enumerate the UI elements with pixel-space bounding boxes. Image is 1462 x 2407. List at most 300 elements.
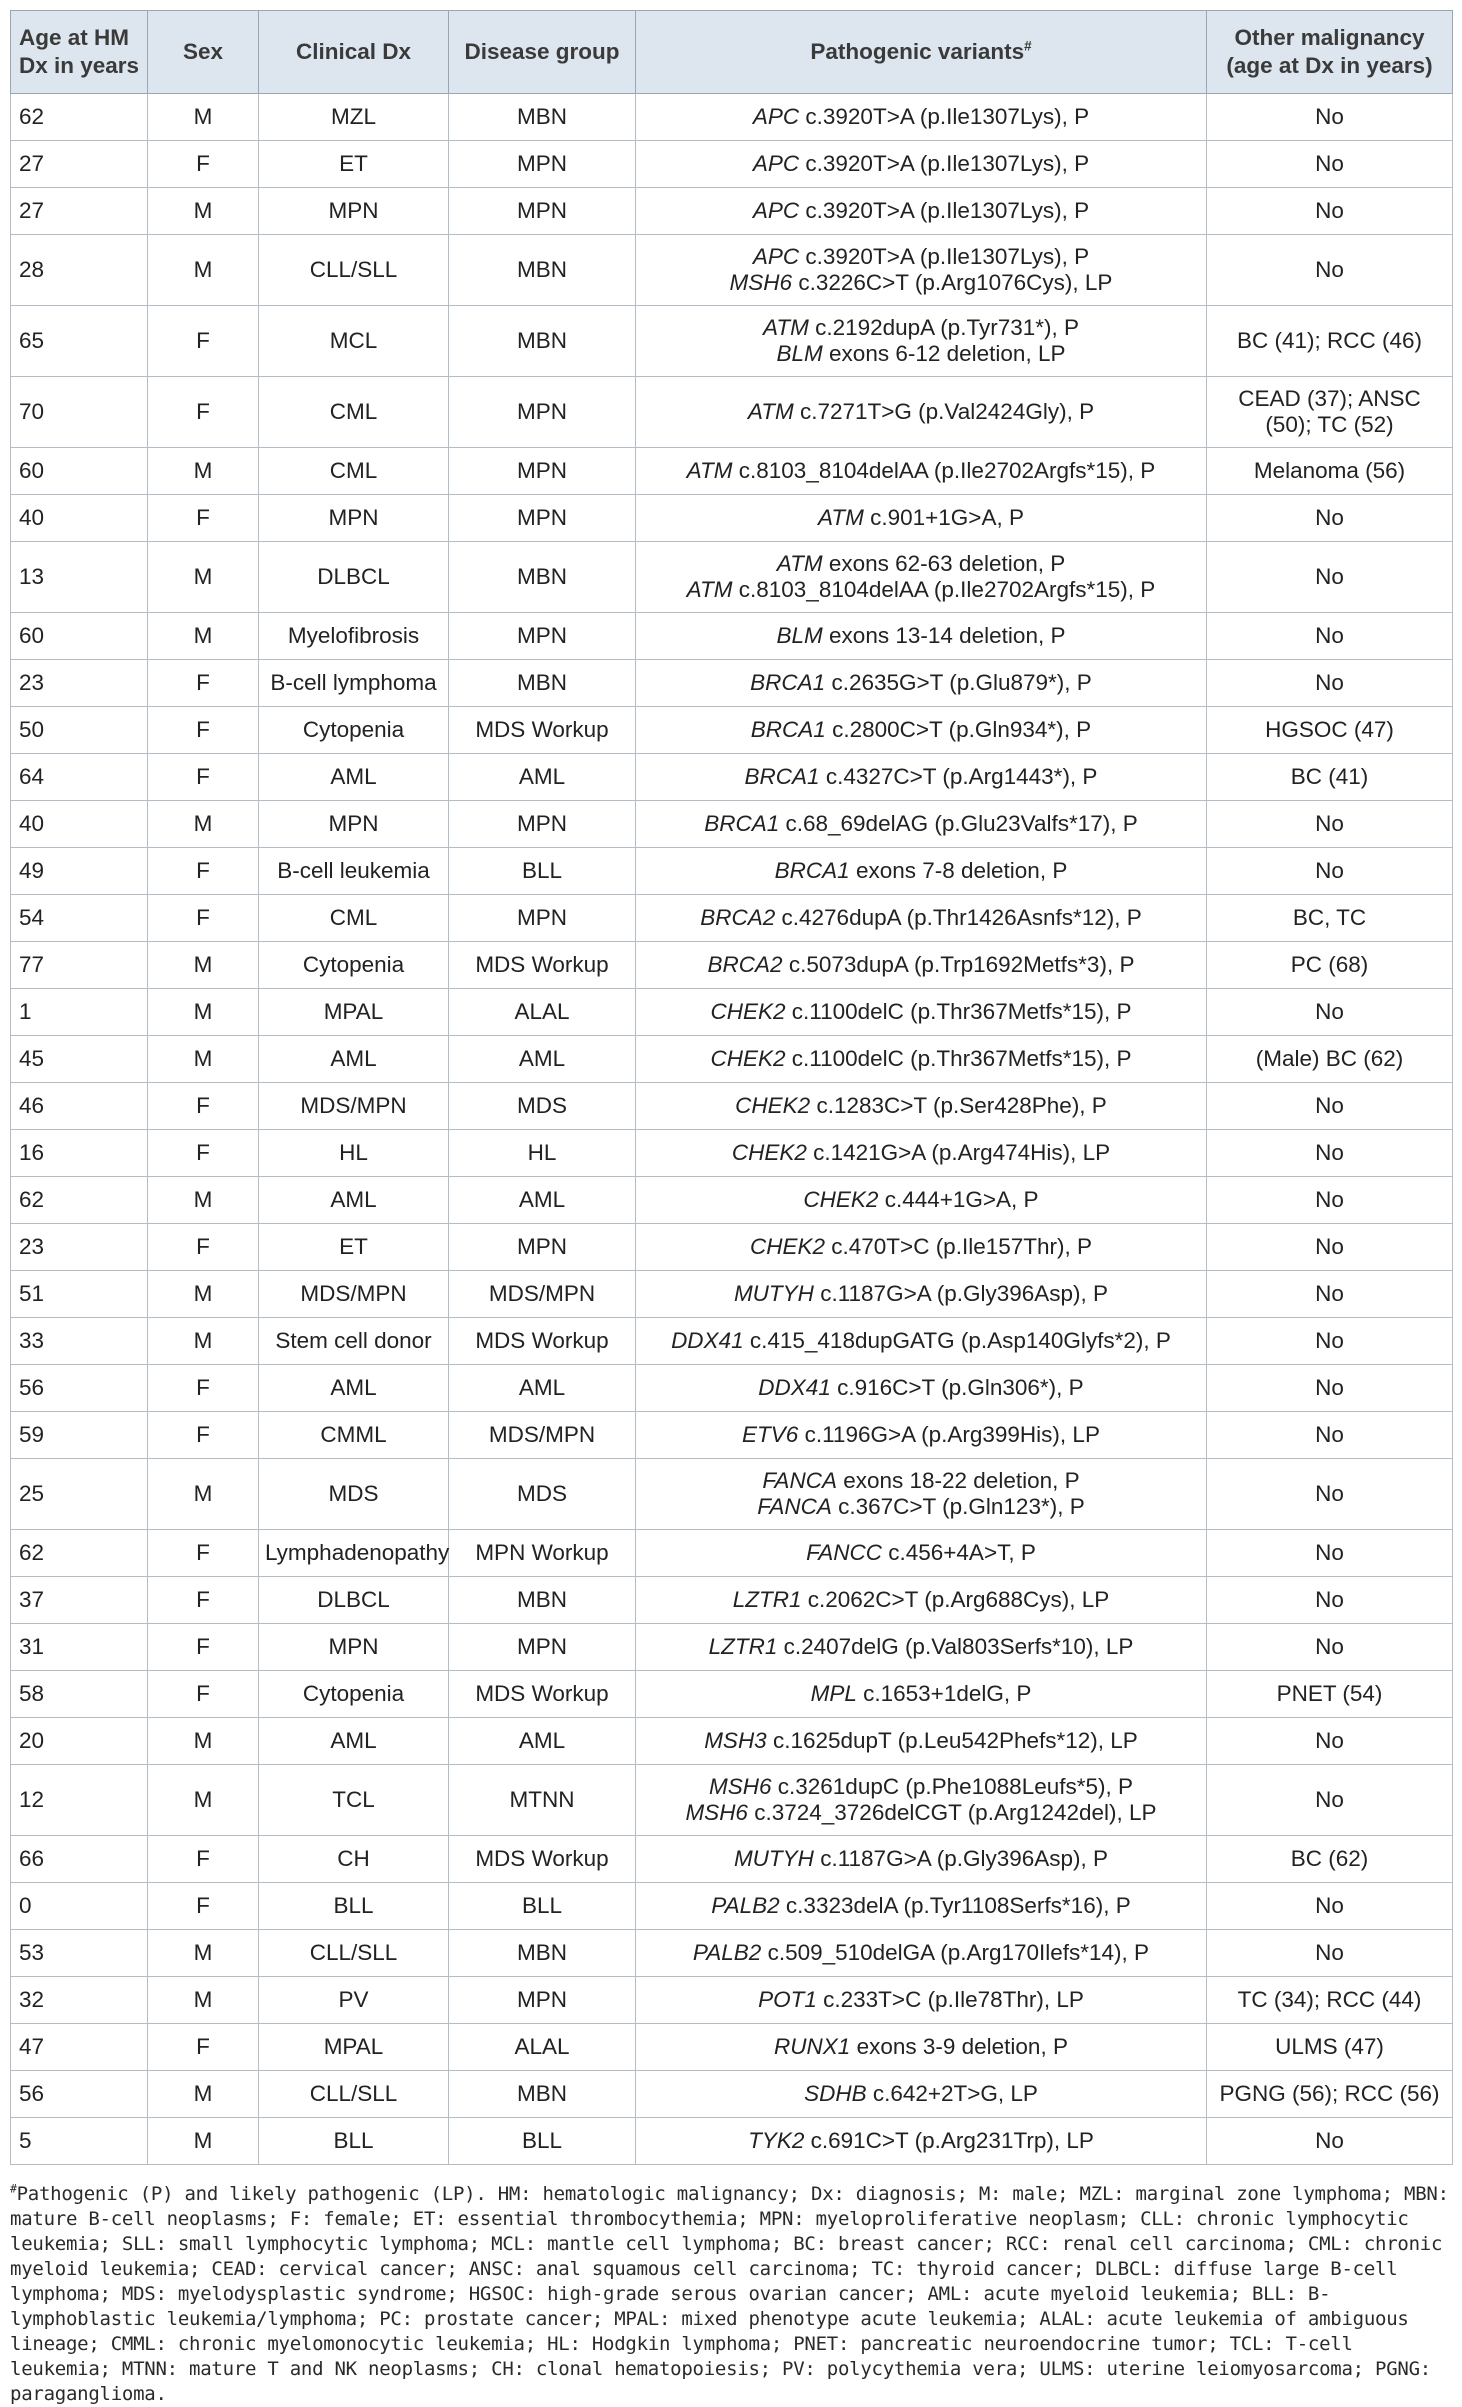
variant-line (642, 999, 1200, 1025)
cell-other-malignancy: No (1207, 495, 1453, 542)
cell-disease-group: MPN (449, 1224, 636, 1271)
cell-sex: F (148, 1836, 259, 1883)
cell-clinical-dx: ET (259, 141, 449, 188)
header-pathogenic-variants (636, 11, 1207, 94)
variant-line (642, 1494, 1200, 1520)
variant-gene: ETV6 (742, 1421, 799, 1447)
cell-pathogenic-variants (636, 1177, 1207, 1224)
variant-detail: c.444+1G>A, P (878, 1186, 1039, 1212)
cell-other-malignancy: No (1207, 1624, 1453, 1671)
footnote-text (10, 2182, 1450, 2407)
table-row (11, 1412, 1453, 1459)
variant-gene: CHEK2 (731, 1139, 807, 1165)
cell-age: 70 (11, 377, 148, 448)
cell-disease-group: MDS Workup (449, 1318, 636, 1365)
cell-clinical-dx: BLL (259, 2118, 449, 2165)
variant-gene: MPL (810, 1680, 857, 1706)
cell-sex: F (148, 707, 259, 754)
cell-age: 40 (11, 495, 148, 542)
cell-sex: M (148, 1459, 259, 1530)
cell-clinical-dx: MPAL (259, 2024, 449, 2071)
cell-other-malignancy: PNET (54) (1207, 1671, 1453, 1718)
variant-detail: c.8103_8104delAA (p.Ile2702Argfs*15), P (732, 577, 1156, 602)
cell-clinical-dx: DLBCL (259, 1577, 449, 1624)
variant-gene: APC (752, 103, 800, 129)
cell-sex: M (148, 1977, 259, 2024)
cell-other-malignancy: No (1207, 542, 1453, 613)
cell-disease-group: MDS Workup (449, 942, 636, 989)
variant-line (642, 2128, 1200, 2154)
variant-detail: c.2192dupA (p.Tyr731*), P (808, 314, 1079, 340)
cell-age: 60 (11, 613, 148, 660)
variant-gene: CHEK2 (735, 1092, 811, 1118)
cell-age: 1 (11, 989, 148, 1036)
variant-detail: exons 6-12 deletion, LP (822, 341, 1066, 366)
cell-age: 59 (11, 1412, 148, 1459)
variant-detail: c.642+2T>G, LP (866, 2080, 1038, 2106)
variant-line (642, 244, 1200, 270)
cell-other-malignancy: No (1207, 1365, 1453, 1412)
cell-other-malignancy: ULMS (47) (1207, 2024, 1453, 2071)
variant-gene: PALB2 (711, 1892, 780, 1918)
variant-detail: c.2062C>T (p.Arg688Cys), LP (801, 1586, 1110, 1612)
variant-line (642, 577, 1200, 603)
cell-disease-group: MPN (449, 801, 636, 848)
cell-sex: F (148, 1530, 259, 1577)
cell-pathogenic-variants (636, 660, 1207, 707)
cell-disease-group: MDS (449, 1083, 636, 1130)
variant-gene: DDX41 (671, 1327, 744, 1353)
variant-detail: c.1100delC (p.Thr367Metfs*15), P (785, 998, 1132, 1024)
cell-clinical-dx: AML (259, 1365, 449, 1412)
cell-clinical-dx: Stem cell donor (259, 1318, 449, 1365)
cell-sex: F (148, 141, 259, 188)
cell-disease-group: MBN (449, 2071, 636, 2118)
table-row (11, 141, 1453, 188)
cell-other-malignancy: No (1207, 235, 1453, 306)
variant-gene: SDHB (804, 2080, 867, 2106)
table-row (11, 1671, 1453, 1718)
variant-line (642, 2034, 1200, 2060)
cell-clinical-dx: MPN (259, 188, 449, 235)
cell-disease-group: BLL (449, 848, 636, 895)
variant-line (642, 458, 1200, 484)
cell-clinical-dx: CMML (259, 1412, 449, 1459)
variant-detail: c.367C>T (p.Gln123*), P (831, 1494, 1085, 1519)
cell-sex: F (148, 1577, 259, 1624)
cell-sex: F (148, 895, 259, 942)
table-row (11, 1365, 1453, 1412)
variant-line (642, 670, 1200, 696)
cell-age: 25 (11, 1459, 148, 1530)
cell-pathogenic-variants (636, 1883, 1207, 1930)
cell-sex: F (148, 1365, 259, 1412)
variant-gene: CHEK2 (803, 1186, 879, 1212)
cell-other-malignancy: (Male) BC (62) (1207, 1036, 1453, 1083)
cell-age: 20 (11, 1718, 148, 1765)
variant-line (642, 1468, 1200, 1494)
cell-pathogenic-variants (636, 1036, 1207, 1083)
variant-gene: BRCA1 (704, 810, 780, 836)
cell-pathogenic-variants (636, 2071, 1207, 2118)
cell-pathogenic-variants (636, 1577, 1207, 1624)
variant-detail: c.2800C>T (p.Gln934*), P (825, 716, 1092, 742)
cell-pathogenic-variants (636, 94, 1207, 141)
cell-pathogenic-variants (636, 1271, 1207, 1318)
cell-clinical-dx: AML (259, 1177, 449, 1224)
cell-clinical-dx: MDS (259, 1459, 449, 1530)
cell-clinical-dx: ET (259, 1224, 449, 1271)
cell-clinical-dx: HL (259, 1130, 449, 1177)
cell-clinical-dx: DLBCL (259, 542, 449, 613)
cell-age: 53 (11, 1930, 148, 1977)
header-age: Age at HM Dx in years (11, 11, 148, 94)
cell-age: 50 (11, 707, 148, 754)
cell-age: 62 (11, 94, 148, 141)
cell-disease-group: BLL (449, 1883, 636, 1930)
cell-sex: M (148, 613, 259, 660)
cell-other-malignancy: PC (68) (1207, 942, 1453, 989)
cell-age: 56 (11, 2071, 148, 2118)
cell-other-malignancy: HGSOC (47) (1207, 707, 1453, 754)
cell-clinical-dx: MPN (259, 495, 449, 542)
variant-line (642, 315, 1200, 341)
cell-clinical-dx: MPAL (259, 989, 449, 1036)
variant-line (642, 905, 1200, 931)
variant-detail: c.1625dupT (p.Leu542Phefs*12), LP (766, 1727, 1138, 1753)
cell-disease-group: MDS/MPN (449, 1271, 636, 1318)
variant-line (642, 1140, 1200, 1166)
cell-disease-group: BLL (449, 2118, 636, 2165)
cell-sex: F (148, 306, 259, 377)
variant-line (642, 1940, 1200, 1966)
cell-age: 62 (11, 1177, 148, 1224)
cell-clinical-dx: CLL/SLL (259, 1930, 449, 1977)
variant-line (642, 1422, 1200, 1448)
header-other-malignancy: Other malignancy (age at Dx in years) (1207, 11, 1453, 94)
variant-line (642, 1046, 1200, 1072)
table-row (11, 2071, 1453, 2118)
variant-detail: c.1653+1delG, P (856, 1680, 1032, 1706)
header-sex: Sex (148, 11, 259, 94)
cell-other-malignancy: TC (34); RCC (44) (1207, 1977, 1453, 2024)
variant-detail: c.4327C>T (p.Arg1443*), P (819, 763, 1098, 789)
variant-line (642, 399, 1200, 425)
cell-sex: M (148, 2071, 259, 2118)
cell-other-malignancy: No (1207, 1271, 1453, 1318)
cell-other-malignancy: No (1207, 613, 1453, 660)
variant-gene: CHEK2 (710, 998, 786, 1024)
variant-gene: RUNX1 (774, 2033, 851, 2059)
variant-line (642, 1587, 1200, 1613)
variant-detail: c.3920T>A (p.Ile1307Lys), P (799, 243, 1090, 269)
table-row (11, 1883, 1453, 1930)
variant-detail: c.68_69delAG (p.Glu23Valfs*17), P (779, 810, 1138, 836)
cell-other-malignancy: No (1207, 848, 1453, 895)
variant-detail: c.3724_3726delCGT (p.Arg1242del), LP (747, 1800, 1157, 1825)
cell-clinical-dx: Cytopenia (259, 1671, 449, 1718)
header-row (11, 11, 1453, 94)
variant-line (642, 1774, 1200, 1800)
table-row (11, 2024, 1453, 2071)
cell-pathogenic-variants (636, 895, 1207, 942)
cell-other-malignancy: No (1207, 1224, 1453, 1271)
variant-line (642, 952, 1200, 978)
table-row (11, 306, 1453, 377)
cell-other-malignancy: No (1207, 1412, 1453, 1459)
table-row (11, 895, 1453, 942)
cell-pathogenic-variants (636, 1318, 1207, 1365)
cell-disease-group: MBN (449, 94, 636, 141)
variant-line (642, 1800, 1200, 1826)
cell-other-malignancy: BC (41) (1207, 754, 1453, 801)
cell-disease-group: AML (449, 754, 636, 801)
cell-age: 51 (11, 1271, 148, 1318)
cell-other-malignancy: Melanoma (56) (1207, 448, 1453, 495)
cell-other-malignancy: No (1207, 1130, 1453, 1177)
cell-disease-group: MDS/MPN (449, 1412, 636, 1459)
variant-gene: BLM (776, 622, 823, 648)
cell-disease-group: ALAL (449, 2024, 636, 2071)
variant-line (642, 623, 1200, 649)
cell-age: 58 (11, 1671, 148, 1718)
cell-sex: M (148, 94, 259, 141)
cell-pathogenic-variants (636, 377, 1207, 448)
variant-detail: c.8103_8104delAA (p.Ile2702Argfs*15), P (732, 457, 1156, 483)
variant-line (642, 1987, 1200, 2013)
cell-sex: F (148, 848, 259, 895)
table-row (11, 1459, 1453, 1530)
cell-sex: F (148, 660, 259, 707)
variant-gene: CHEK2 (749, 1233, 826, 1259)
variant-gene: LZTR1 (708, 1633, 778, 1659)
cell-disease-group: MBN (449, 1930, 636, 1977)
variant-detail: c.901+1G>A, P (863, 504, 1024, 530)
variant-gene: BRCA1 (774, 857, 850, 883)
table-row (11, 754, 1453, 801)
cell-sex: M (148, 1930, 259, 1977)
cell-other-malignancy: No (1207, 1177, 1453, 1224)
cell-pathogenic-variants (636, 1412, 1207, 1459)
variant-detail: c.1283C>T (p.Ser428Phe), P (810, 1092, 1107, 1118)
cell-clinical-dx: PV (259, 1977, 449, 2024)
cell-clinical-dx: Cytopenia (259, 707, 449, 754)
table-row (11, 448, 1453, 495)
variant-gene: ATM (818, 504, 864, 530)
cell-sex: M (148, 1765, 259, 1836)
cell-pathogenic-variants (636, 1624, 1207, 1671)
cell-clinical-dx: CML (259, 895, 449, 942)
cell-pathogenic-variants (636, 188, 1207, 235)
table-row (11, 495, 1453, 542)
variant-detail: c.2635G>T (p.Glu879*), P (825, 669, 1092, 695)
cell-sex: M (148, 1718, 259, 1765)
cell-clinical-dx: MPN (259, 801, 449, 848)
cell-age: 33 (11, 1318, 148, 1365)
variant-gene: MUTYH (733, 1280, 814, 1306)
cell-other-malignancy: No (1207, 1083, 1453, 1130)
variant-gene: CHEK2 (710, 1045, 786, 1071)
cell-pathogenic-variants (636, 1459, 1207, 1530)
cell-pathogenic-variants (636, 1671, 1207, 1718)
cell-other-malignancy: CEAD (37); ANSC (50); TC (52) (1207, 377, 1453, 448)
cell-age: 60 (11, 448, 148, 495)
variant-gene: APC (752, 243, 800, 269)
variant-detail: exons 3-9 deletion, P (850, 2033, 1068, 2059)
cell-sex: M (148, 942, 259, 989)
cell-pathogenic-variants (636, 1977, 1207, 2024)
cell-disease-group: ALAL (449, 989, 636, 1036)
cell-age: 31 (11, 1624, 148, 1671)
cell-age: 77 (11, 942, 148, 989)
variant-detail: c.4276dupA (p.Thr1426Asnfs*12), P (775, 904, 1142, 930)
cell-pathogenic-variants (636, 989, 1207, 1036)
table-row (11, 2118, 1453, 2165)
cell-pathogenic-variants (636, 448, 1207, 495)
cell-clinical-dx: AML (259, 754, 449, 801)
variant-gene: TYK2 (748, 2127, 805, 2153)
variant-detail: c.1421G>A (p.Arg474His), LP (806, 1139, 1111, 1165)
variant-detail: c.456+4A>T, P (881, 1539, 1036, 1565)
cell-age: 13 (11, 542, 148, 613)
cell-other-malignancy: No (1207, 1765, 1453, 1836)
cell-clinical-dx: TCL (259, 1765, 449, 1836)
cell-age: 62 (11, 1530, 148, 1577)
cell-clinical-dx: B-cell leukemia (259, 848, 449, 895)
cell-disease-group: MBN (449, 306, 636, 377)
table-row (11, 377, 1453, 448)
cell-sex: F (148, 1624, 259, 1671)
variant-line (642, 1328, 1200, 1354)
cell-other-malignancy: No (1207, 141, 1453, 188)
cell-disease-group: HL (449, 1130, 636, 1177)
cell-age: 5 (11, 2118, 148, 2165)
variant-gene: ATM (747, 398, 794, 424)
cell-other-malignancy: No (1207, 188, 1453, 235)
cell-disease-group: MBN (449, 660, 636, 707)
cell-clinical-dx: AML (259, 1036, 449, 1083)
variant-gene: ATM (686, 577, 733, 602)
cell-clinical-dx: MCL (259, 306, 449, 377)
variant-gene: LZTR1 (732, 1586, 802, 1612)
table-row (11, 1036, 1453, 1083)
cell-other-malignancy: No (1207, 94, 1453, 141)
variant-detail: c.1100delC (p.Thr367Metfs*15), P (785, 1045, 1132, 1071)
cell-pathogenic-variants (636, 1130, 1207, 1177)
cell-other-malignancy: No (1207, 1577, 1453, 1624)
footnote-mark: # (10, 2181, 17, 2196)
cell-disease-group: AML (449, 1365, 636, 1412)
variant-detail: c.3920T>A (p.Ile1307Lys), P (799, 103, 1090, 129)
cell-disease-group: MBN (449, 235, 636, 306)
cell-other-malignancy: No (1207, 660, 1453, 707)
table-row (11, 94, 1453, 141)
variant-detail: c.5073dupA (p.Trp1692Metfs*3), P (782, 951, 1135, 977)
variant-line (642, 1281, 1200, 1307)
variant-gene: APC (752, 150, 800, 176)
variant-line (642, 1681, 1200, 1707)
cell-disease-group: MDS Workup (449, 707, 636, 754)
cell-clinical-dx: B-cell lymphoma (259, 660, 449, 707)
table-row (11, 542, 1453, 613)
variant-gene: PALB2 (692, 1939, 762, 1965)
cell-age: 47 (11, 2024, 148, 2071)
cell-disease-group: AML (449, 1177, 636, 1224)
cell-age: 27 (11, 188, 148, 235)
cell-disease-group: MBN (449, 542, 636, 613)
cell-age: 0 (11, 1883, 148, 1930)
cell-other-malignancy: No (1207, 1459, 1453, 1530)
cell-age: 66 (11, 1836, 148, 1883)
cell-pathogenic-variants (636, 1718, 1207, 1765)
cell-age: 45 (11, 1036, 148, 1083)
variant-line (642, 1846, 1200, 1872)
variant-line (642, 1375, 1200, 1401)
variant-detail: c.691C>T (p.Arg231Trp), LP (804, 2127, 1094, 2153)
cell-sex: F (148, 1883, 259, 1930)
cell-sex: M (148, 448, 259, 495)
table-row (11, 1224, 1453, 1271)
header-variants-mark: # (1024, 38, 1032, 54)
variant-line (642, 1187, 1200, 1213)
cell-sex: F (148, 495, 259, 542)
cell-clinical-dx: CML (259, 448, 449, 495)
variant-line (642, 1093, 1200, 1119)
table-row (11, 1624, 1453, 1671)
variant-detail: c.1187G>A (p.Gly396Asp), P (813, 1845, 1109, 1871)
table-row (11, 1836, 1453, 1883)
table-row (11, 1530, 1453, 1577)
cell-age: 54 (11, 895, 148, 942)
cell-clinical-dx: MDS/MPN (259, 1083, 449, 1130)
cell-age: 32 (11, 1977, 148, 2024)
variant-gene: MUTYH (733, 1845, 814, 1871)
variant-line (642, 811, 1200, 837)
variant-line (642, 151, 1200, 177)
variant-line (642, 1893, 1200, 1919)
variant-gene: FANCC (806, 1539, 882, 1565)
variant-detail: exons 13-14 deletion, P (822, 622, 1066, 648)
cell-disease-group: MPN (449, 1977, 636, 2024)
variant-gene: BRCA1 (744, 763, 820, 789)
cell-disease-group: MBN (449, 1577, 636, 1624)
table-row (11, 1977, 1453, 2024)
variant-detail: c.2407delG (p.Val803Serfs*10), LP (777, 1633, 1134, 1659)
cell-disease-group: MPN (449, 448, 636, 495)
cell-age: 65 (11, 306, 148, 377)
variant-detail: exons 62-63 deletion, P (822, 550, 1066, 576)
cell-disease-group: MTNN (449, 1765, 636, 1836)
cell-other-malignancy: BC (62) (1207, 1836, 1453, 1883)
variant-detail: c.3323delA (p.Tyr1108Serfs*16), P (779, 1892, 1131, 1918)
cell-disease-group: MPN (449, 377, 636, 448)
table-row (11, 1930, 1453, 1977)
cell-pathogenic-variants (636, 542, 1207, 613)
header-disease-group: Disease group (449, 11, 636, 94)
variant-line (642, 2081, 1200, 2107)
cell-sex: F (148, 1130, 259, 1177)
table-row (11, 1765, 1453, 1836)
cell-other-malignancy: No (1207, 989, 1453, 1036)
cell-sex: M (148, 1271, 259, 1318)
variant-gene: BRCA1 (750, 716, 826, 742)
cell-pathogenic-variants (636, 1365, 1207, 1412)
variant-line (642, 1728, 1200, 1754)
cell-clinical-dx: Myelofibrosis (259, 613, 449, 660)
variant-line (642, 104, 1200, 130)
variant-line (642, 341, 1200, 367)
variant-gene: MSH6 (729, 270, 793, 295)
